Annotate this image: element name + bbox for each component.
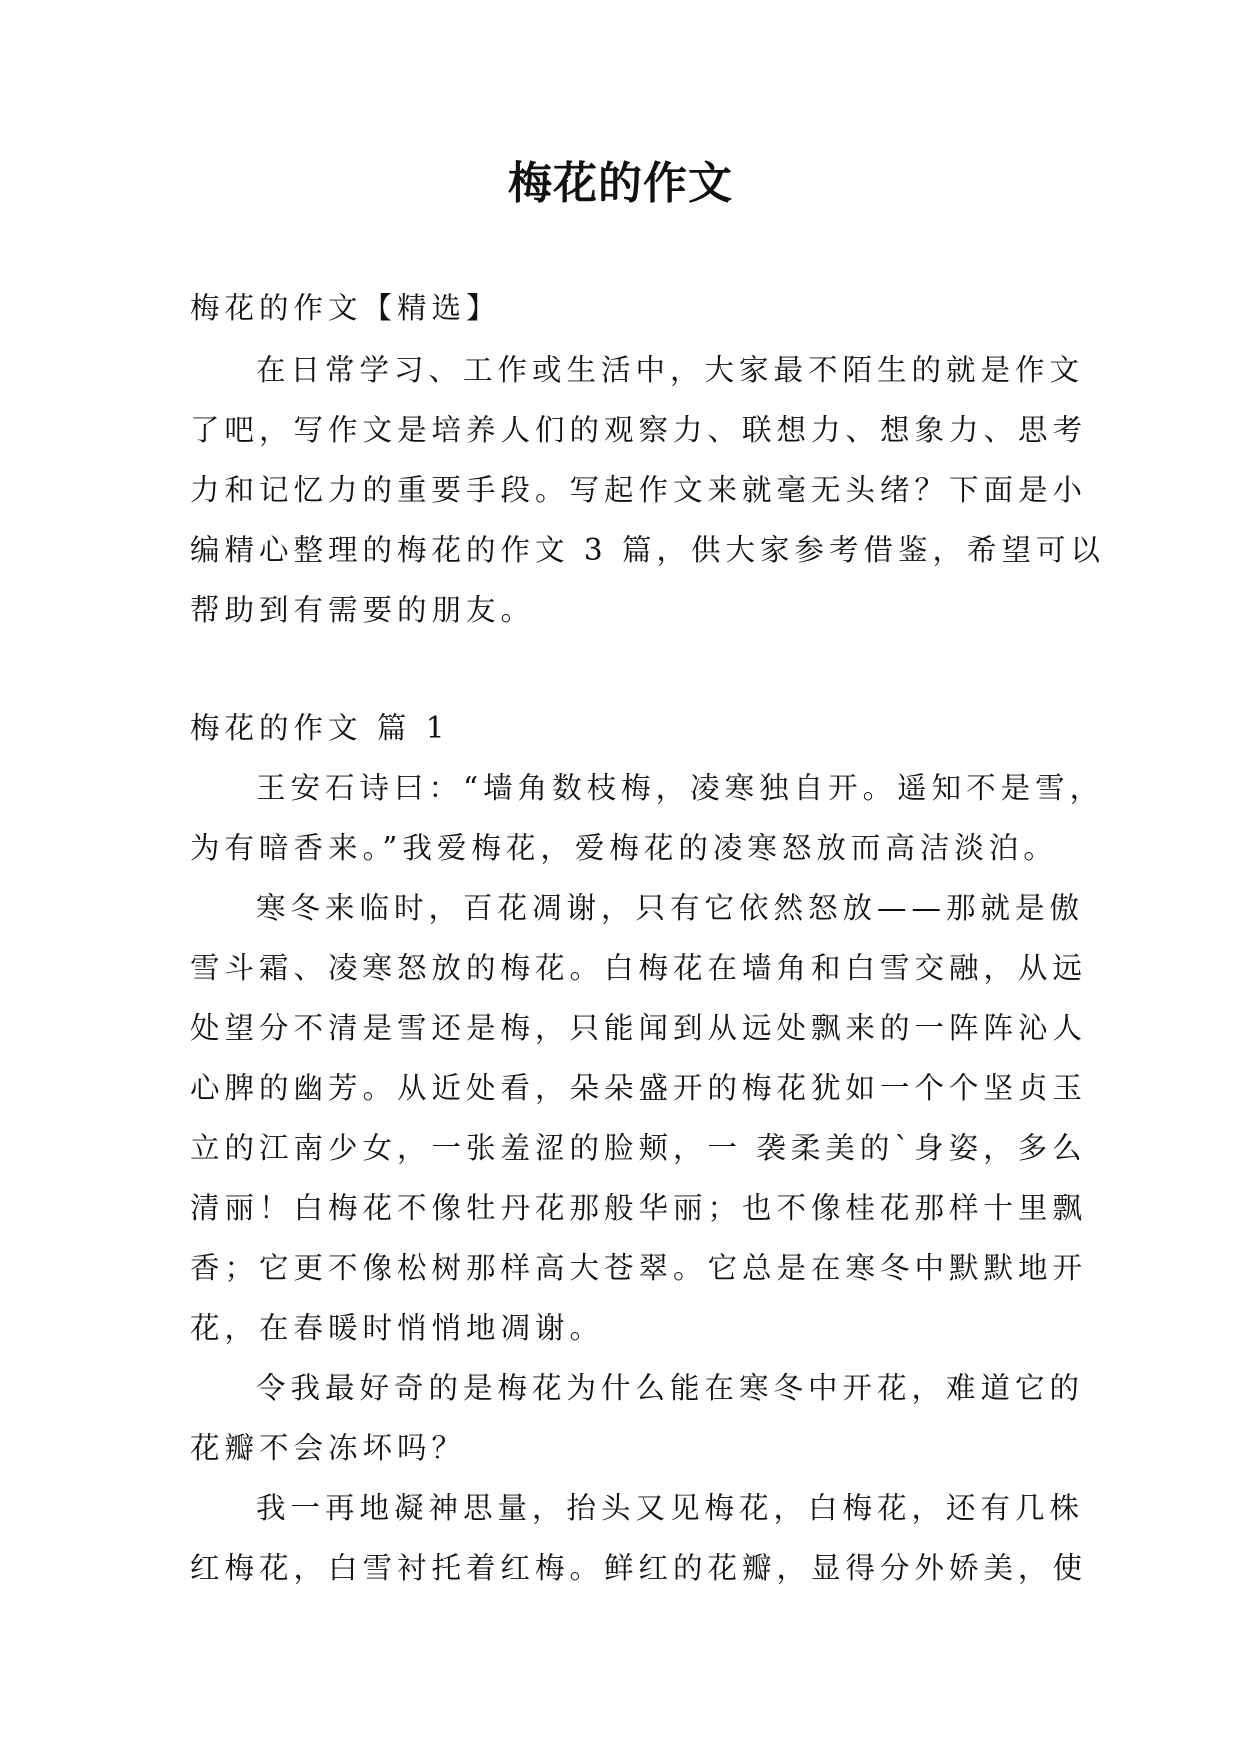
paragraph-line: 力和记忆力的重要手段。写起作文来就毫无头绪？下面是小 (190, 473, 1088, 507)
paragraph-line: 清丽！白梅花不像牡丹花那般华丽；也不像桂花那样十里飘 (190, 1191, 1088, 1225)
paragraph-line: 令我最好奇的是梅花为什么能在寒冬中开花，难道它的 (256, 1371, 1085, 1405)
paragraph-line: 处望分不清是雪还是梅，只能闻到从远处飘来的一阵阵沁人 (190, 1011, 1088, 1045)
paragraph-line: 了吧，写作文是培养人们的观察力、联想力、想象力、思考 (190, 413, 1088, 447)
paragraph-line: 雪斗霜、凌寒怒放的梅花。白梅花在墙角和白雪交融，从远 (190, 951, 1088, 985)
paragraph-line: 寒冬来临时，百花凋谢，只有它依然怒放——那就是傲 (256, 891, 1085, 925)
paragraph-line: 花瓣不会冻坏吗？ (190, 1431, 467, 1465)
paragraph-line: 红梅花，白雪衬托着红梅。鲜红的花瓣，显得分外娇美，使 (190, 1551, 1088, 1585)
paragraph-line: 编精心整理的梅花的作文 3 篇，供大家参考借鉴，希望可以 (190, 533, 1106, 567)
section-heading: 梅花的作文 篇 1 (190, 711, 450, 745)
paragraph-line: 在日常学习、工作或生活中，大家最不陌生的就是作文 (256, 353, 1085, 387)
paragraph-line: 我一再地凝神思量，抬头又见梅花，白梅花，还有几株 (256, 1491, 1085, 1525)
subtitle-line: 梅花的作文【精选】 (190, 291, 501, 325)
document-title: 梅花的作文 (508, 158, 733, 209)
paragraph-line: 王安石诗曰：“墙角数枝梅，凌寒独自开。遥知不是雪， (256, 771, 1105, 805)
paragraph-line: 花，在春暖时悄悄地凋谢。 (190, 1311, 605, 1345)
paragraph-line: 香；它更不像松树那样高大苍翠。它总是在寒冬中默默地开 (190, 1251, 1088, 1285)
paragraph-line: 帮助到有需要的朋友。 (190, 593, 536, 627)
paragraph-line: 心脾的幽芳。从近处看，朵朵盛开的梅花犹如一个个坚贞玉 (190, 1071, 1088, 1105)
paragraph-line: 立的江南少女，一张羞涩的脸颊，一 袭柔美的`身姿，多么 (190, 1131, 1087, 1165)
paragraph-line: 为有暗香来。”我爱梅花，爱梅花的凌寒怒放而高洁淡泊。 (190, 831, 1058, 865)
